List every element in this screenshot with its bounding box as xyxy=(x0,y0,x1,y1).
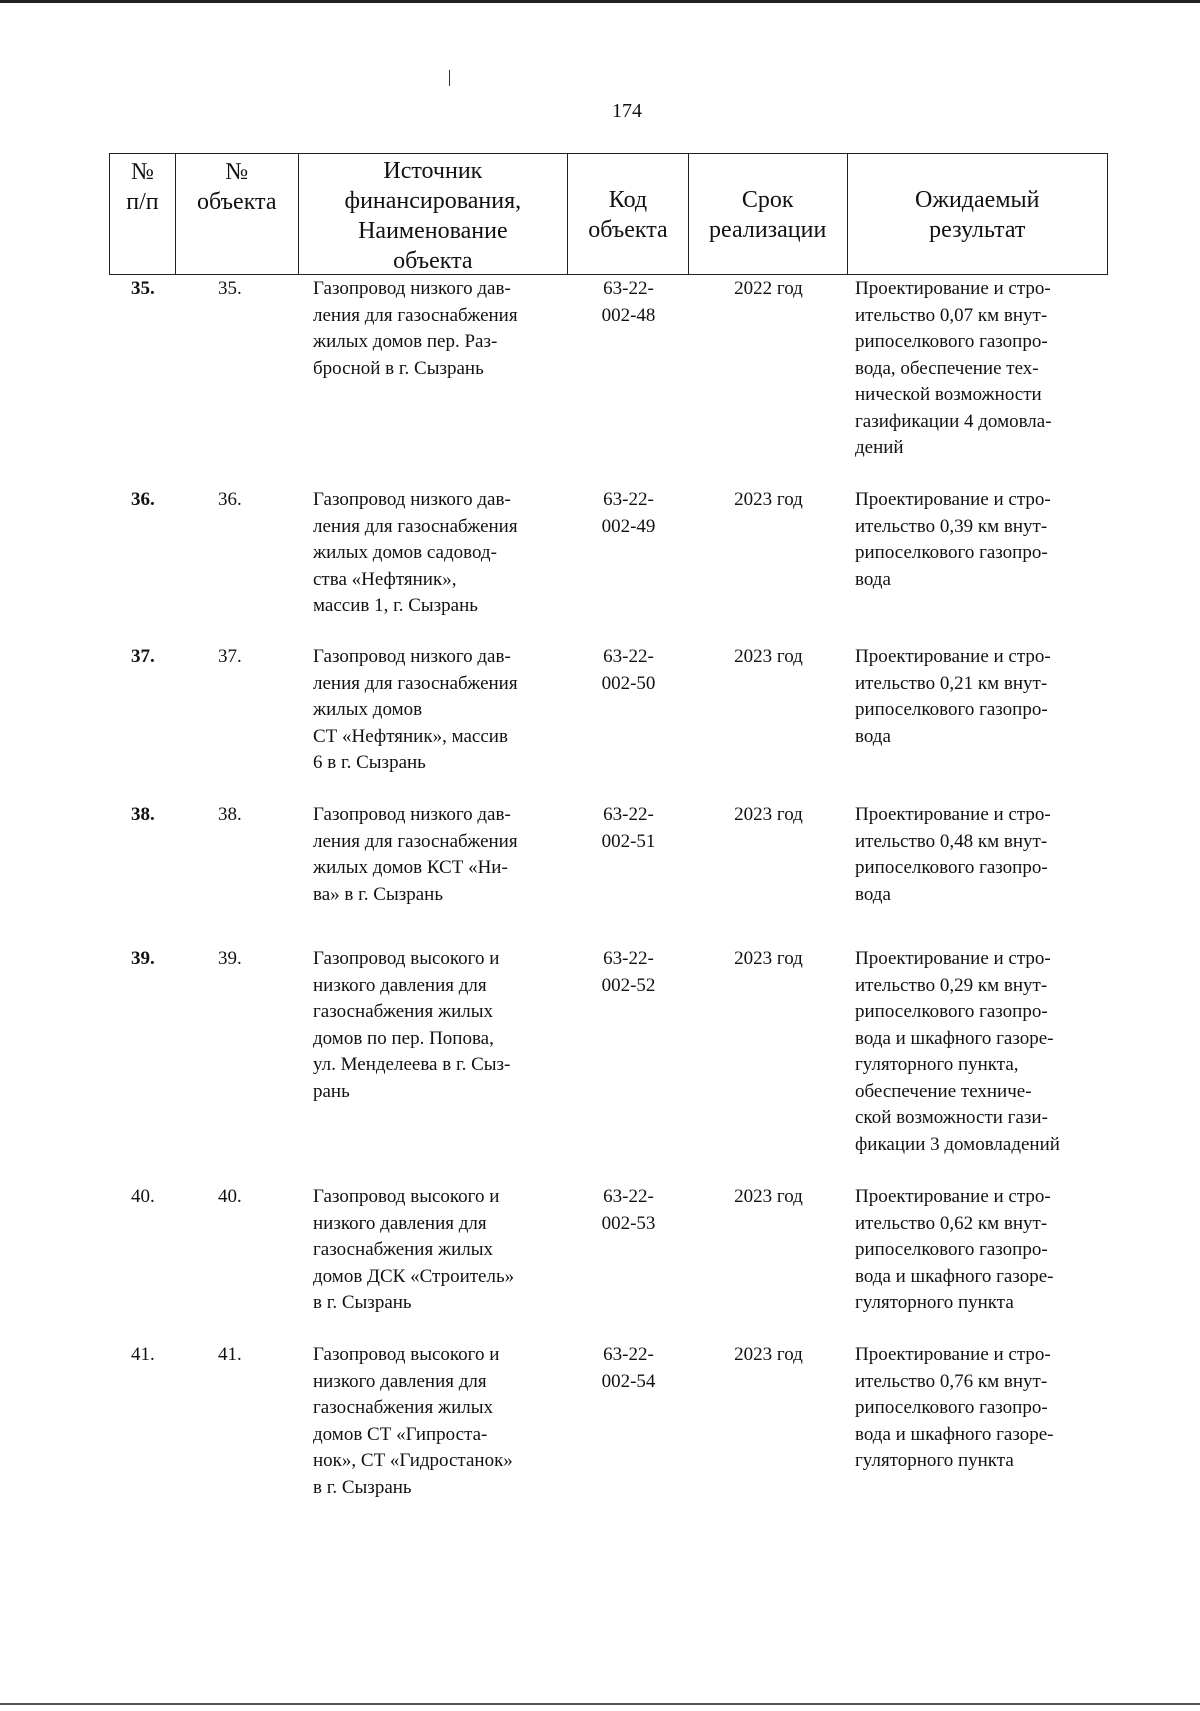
code-line: 63-22- xyxy=(603,1186,654,1207)
result-line: гуляторного пункта xyxy=(855,1292,1014,1313)
result-line: гуляторного пункта xyxy=(855,1450,1014,1471)
code-line: 002-49 xyxy=(601,515,656,537)
row-number: 35. xyxy=(131,278,155,299)
code-line: 002-48 xyxy=(601,304,656,326)
object-number: 38. xyxy=(218,804,242,825)
result-line: вода, обеспечение тех- xyxy=(855,357,1039,379)
row-number: 38. xyxy=(131,804,155,825)
name-line: жилых домов КСТ «Ни- xyxy=(313,857,508,878)
name-line: Газопровод низкого дав- xyxy=(313,804,511,825)
result-line: рипоселкового газопро- xyxy=(855,331,1048,352)
expected-result xyxy=(848,946,1108,1158)
header-term xyxy=(689,154,848,274)
code-line: 002-51 xyxy=(601,830,656,852)
result-line: вода xyxy=(855,725,891,747)
name-line: массив 1, г. Сызрань xyxy=(313,595,478,616)
object-number: 41. xyxy=(218,1344,242,1365)
result-line: обеспечение техниче- xyxy=(855,1080,1032,1102)
term: 2023 год xyxy=(734,1344,803,1365)
result-line: Проектирование и стро- xyxy=(855,948,1051,969)
expected-result xyxy=(848,276,1108,462)
bottom-border-line xyxy=(0,1703,1200,1705)
result-line: нической возможности xyxy=(855,384,1042,405)
header-text: № xyxy=(225,159,249,185)
result-line: вода и шкафного газоре- xyxy=(855,1027,1054,1049)
name-line: Газопровод низкого дав- xyxy=(313,278,511,299)
name-line: Газопровод низкого дав- xyxy=(313,489,511,510)
name-line: жилых домов пер. Раз- xyxy=(313,331,498,352)
object-code xyxy=(568,802,689,908)
object-number: 36. xyxy=(218,489,242,510)
term: 2023 год xyxy=(734,646,803,667)
object-code xyxy=(568,1342,689,1501)
name-line: рань xyxy=(313,1080,350,1102)
name-line: низкого давления для xyxy=(313,1370,487,1392)
object-code xyxy=(568,276,689,462)
object-code xyxy=(568,487,689,620)
result-line: газификации 4 домовла- xyxy=(855,410,1052,432)
header-object-number xyxy=(176,154,299,274)
result-line: ительство 0,21 км внут- xyxy=(855,672,1048,694)
object-number: 37. xyxy=(218,646,242,667)
name-line: ления для газоснабжения xyxy=(313,830,518,852)
top-border-line xyxy=(0,0,1200,3)
name-line: газоснабжения жилых xyxy=(313,1397,493,1418)
margin-mark xyxy=(449,70,450,86)
name-line: ления для газоснабжения xyxy=(313,672,518,694)
header-text: Наименование xyxy=(358,218,508,244)
term: 2023 год xyxy=(734,489,803,510)
name-line: Газопровод низкого дав- xyxy=(313,646,511,667)
object-code xyxy=(568,1184,689,1317)
name-line: низкого давления для xyxy=(313,974,487,996)
header-text: результат xyxy=(929,217,1026,243)
result-line: вода и шкафного газоре- xyxy=(855,1265,1054,1287)
result-line: Проектирование и стро- xyxy=(855,278,1051,299)
name-line: низкого давления для xyxy=(313,1212,487,1234)
name-line: ул. Менделеева в г. Сыз- xyxy=(313,1054,511,1075)
header-text: Источник xyxy=(383,158,483,184)
result-line: рипоселкового газопро- xyxy=(855,857,1048,878)
object-code xyxy=(568,946,689,1158)
name-line: Газопровод высокого и xyxy=(313,948,500,969)
object-name xyxy=(298,946,568,1158)
result-line: рипоселкового газопро- xyxy=(855,1397,1048,1418)
expected-result xyxy=(848,802,1108,908)
name-line: домов по пер. Попова, xyxy=(313,1027,494,1049)
term: 2022 год xyxy=(734,278,803,299)
object-number: 40. xyxy=(218,1186,242,1207)
header-text: Срок xyxy=(741,187,794,213)
name-line: ва» в г. Сызрань xyxy=(313,883,443,905)
code-line: 63-22- xyxy=(603,278,654,299)
table-row xyxy=(109,1342,1108,1501)
name-line: ства «Нефтяник», xyxy=(313,568,457,590)
header-text: объекта xyxy=(197,189,277,215)
result-line: ительство 0,39 км внут- xyxy=(855,515,1048,537)
result-line: ительство 0,07 км внут- xyxy=(855,304,1048,326)
code-line: 63-22- xyxy=(603,1344,654,1365)
name-line: домов СТ «Гипроста- xyxy=(313,1423,488,1445)
table-row xyxy=(109,276,1108,462)
expected-result xyxy=(848,644,1108,777)
object-name xyxy=(298,1184,568,1317)
code-line: 002-52 xyxy=(601,974,656,996)
header-source-name xyxy=(299,154,568,274)
result-line: ской возможности гази- xyxy=(855,1107,1048,1128)
page-number: 174 xyxy=(612,100,642,122)
header-text: объекта xyxy=(393,248,473,274)
term: 2023 год xyxy=(734,1186,803,1207)
header-text: п/п xyxy=(126,189,159,215)
name-line: СТ «Нефтяник», массив xyxy=(313,725,508,747)
expected-result xyxy=(848,1184,1108,1317)
result-line: Проектирование и стро- xyxy=(855,646,1051,667)
header-text: реализации xyxy=(709,217,827,243)
header-text: Код xyxy=(608,187,648,213)
name-line: в г. Сызрань xyxy=(313,1476,412,1498)
term: 2023 год xyxy=(734,804,803,825)
code-line: 63-22- xyxy=(603,948,654,969)
object-name xyxy=(298,487,568,620)
object-name xyxy=(298,644,568,777)
result-line: ительство 0,76 км внут- xyxy=(855,1370,1048,1392)
table-header xyxy=(109,153,1108,275)
table-row xyxy=(109,644,1108,777)
code-line: 63-22- xyxy=(603,804,654,825)
result-line: фикации 3 домовладений xyxy=(855,1133,1060,1155)
name-line: домов ДСК «Строитель» xyxy=(313,1265,515,1287)
result-line: Проектирование и стро- xyxy=(855,1344,1051,1365)
row-number: 41. xyxy=(131,1344,155,1365)
name-line: Газопровод высокого и xyxy=(313,1186,500,1207)
table-row xyxy=(109,946,1108,1158)
result-line: рипоселкового газопро- xyxy=(855,1001,1048,1022)
row-number: 37. xyxy=(131,646,155,667)
term: 2023 год xyxy=(734,948,803,969)
header-row-number xyxy=(110,154,176,274)
name-line: в г. Сызрань xyxy=(313,1292,412,1313)
name-line: ления для газоснабжения xyxy=(313,515,518,537)
object-name xyxy=(298,1342,568,1501)
result-line: дений xyxy=(855,437,904,458)
result-line: гуляторного пункта, xyxy=(855,1054,1019,1075)
name-line: ления для газоснабжения xyxy=(313,304,518,326)
result-line: рипоселкового газопро- xyxy=(855,542,1048,563)
header-text: № xyxy=(130,159,154,185)
row-number: 36. xyxy=(131,489,155,510)
header-text: объекта xyxy=(588,217,668,243)
code-line: 002-54 xyxy=(601,1370,656,1392)
expected-result xyxy=(848,487,1108,620)
code-line: 63-22- xyxy=(603,646,654,667)
header-object-code xyxy=(568,154,689,274)
result-line: вода xyxy=(855,568,891,590)
object-code xyxy=(568,644,689,777)
table-row xyxy=(109,487,1108,620)
result-line: ительство 0,62 км внут- xyxy=(855,1212,1048,1234)
name-line: бросной в г. Сызрань xyxy=(313,357,484,379)
result-line: Проектирование и стро- xyxy=(855,489,1051,510)
object-name xyxy=(298,802,568,908)
result-line: ительство 0,29 км внут- xyxy=(855,974,1048,996)
result-line: Проектирование и стро- xyxy=(855,804,1051,825)
object-number: 39. xyxy=(218,948,242,969)
name-line: газоснабжения жилых xyxy=(313,1239,493,1260)
header-text: финансирования, xyxy=(344,188,522,214)
table-row xyxy=(109,1184,1108,1317)
name-line: нок», СТ «Гидростанок» xyxy=(313,1450,513,1471)
code-line: 002-53 xyxy=(601,1212,656,1234)
expected-result xyxy=(848,1342,1108,1501)
result-line: ительство 0,48 км внут- xyxy=(855,830,1048,852)
result-line: вода xyxy=(855,883,891,905)
result-line: рипоселкового газопро- xyxy=(855,1239,1048,1260)
result-line: Проектирование и стро- xyxy=(855,1186,1051,1207)
header-text: Ожидаемый xyxy=(915,187,1040,213)
name-line: жилых домов xyxy=(313,699,423,720)
code-line: 002-50 xyxy=(601,672,656,694)
table-row xyxy=(109,802,1108,908)
object-name xyxy=(298,276,568,462)
name-line: газоснабжения жилых xyxy=(313,1001,493,1022)
name-line: жилых домов садовод- xyxy=(313,542,497,563)
code-line: 63-22- xyxy=(603,489,654,510)
name-line: 6 в г. Сызрань xyxy=(313,752,426,773)
result-line: вода и шкафного газоре- xyxy=(855,1423,1054,1445)
result-line: рипоселкового газопро- xyxy=(855,699,1048,720)
row-number: 40. xyxy=(131,1186,155,1207)
object-number: 35. xyxy=(218,278,242,299)
row-number: 39. xyxy=(131,948,155,969)
header-expected-result xyxy=(848,154,1107,274)
name-line: Газопровод высокого и xyxy=(313,1344,500,1365)
